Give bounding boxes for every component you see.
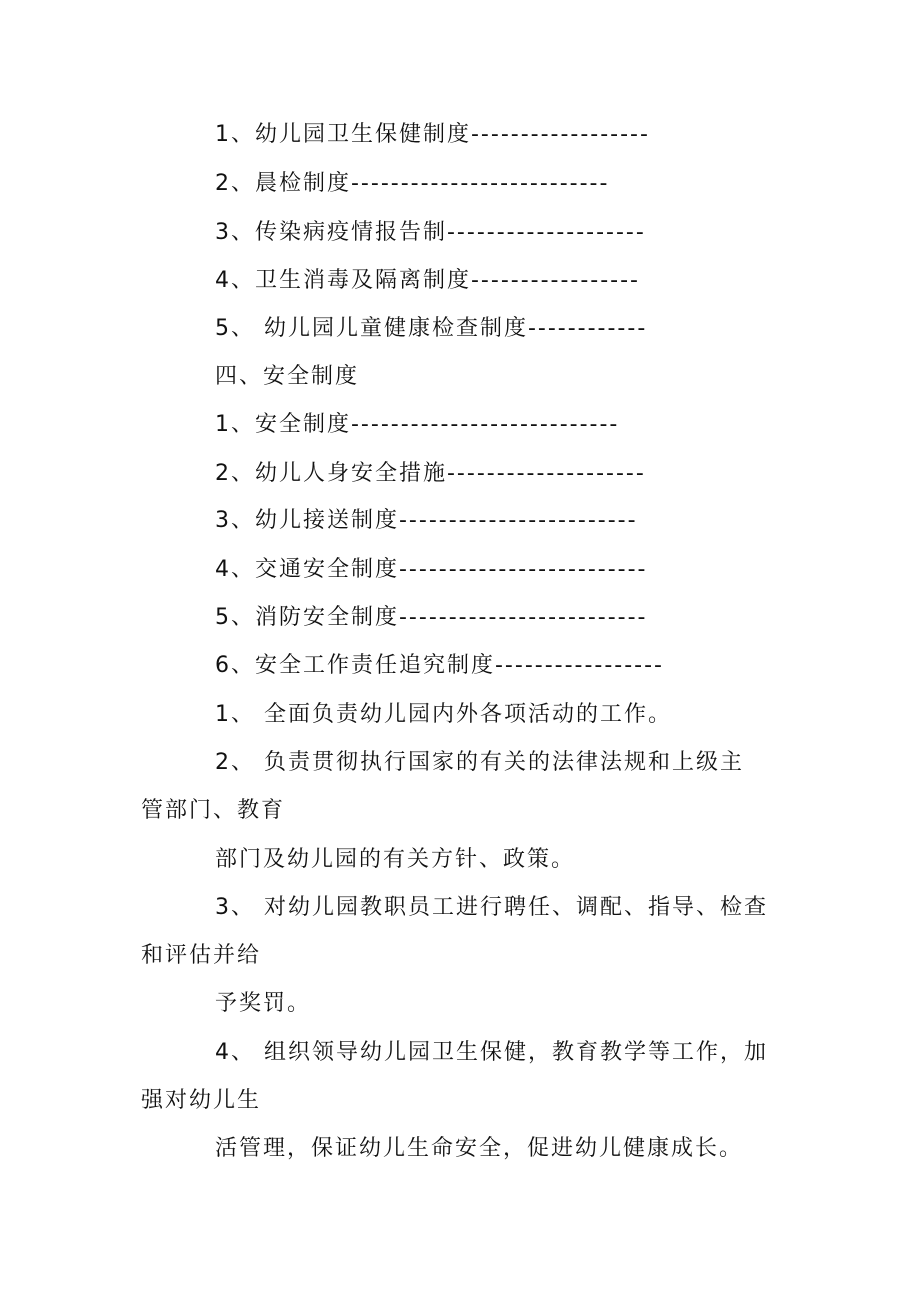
toc-item-health-2: 2、晨检制度-------------------------- [215, 171, 610, 196]
toc-item-safety-5: 5、消防安全制度------------------------- [215, 605, 648, 630]
duty-4-line-3: 活管理，保证幼儿生命安全，促进幼儿健康成长。 [215, 1136, 744, 1161]
toc-item-safety-3: 3、幼儿接送制度------------------------ [215, 508, 638, 533]
duty-3-line-3: 予奖罚。 [215, 991, 312, 1016]
toc-item-safety-1: 1、安全制度--------------------------- [215, 412, 620, 437]
duty-1: 1、 全面负责幼儿园内外各项活动的工作。 [215, 702, 672, 727]
duty-2-line-1: 2、 负责贯彻执行国家的有关的法律法规和上级主 [215, 750, 744, 775]
toc-item-health-3: 3、传染病疫情报告制-------------------- [215, 220, 646, 245]
duty-4-line-2: 强对幼儿生 [141, 1088, 262, 1113]
duty-2-line-3: 部门及幼儿园的有关方针、政策。 [215, 847, 576, 872]
toc-item-safety-2: 2、幼儿人身安全措施-------------------- [215, 461, 646, 486]
duty-3-line-1: 3、 对幼儿园教职员工进行聘任、调配、指导、检查 [215, 895, 768, 920]
toc-item-health-5: 5、 幼儿园儿童健康检查制度------------ [215, 316, 648, 341]
toc-item-safety-4: 4、交通安全制度------------------------- [215, 557, 648, 582]
duty-4-line-1: 4、 组织领导幼儿园卫生保健，教育教学等工作，加 [215, 1040, 768, 1065]
duty-2-line-2: 管部门、教育 [141, 798, 286, 823]
section-heading: 四、安全制度 [215, 364, 360, 389]
duty-3-line-2: 和评估并给 [141, 943, 262, 968]
toc-item-health-4: 4、卫生消毒及隔离制度----------------- [215, 268, 640, 293]
toc-item-safety-6: 6、安全工作责任追究制度----------------- [215, 653, 664, 678]
toc-item-health-1: 1、幼儿园卫生保健制度------------------ [215, 122, 650, 147]
